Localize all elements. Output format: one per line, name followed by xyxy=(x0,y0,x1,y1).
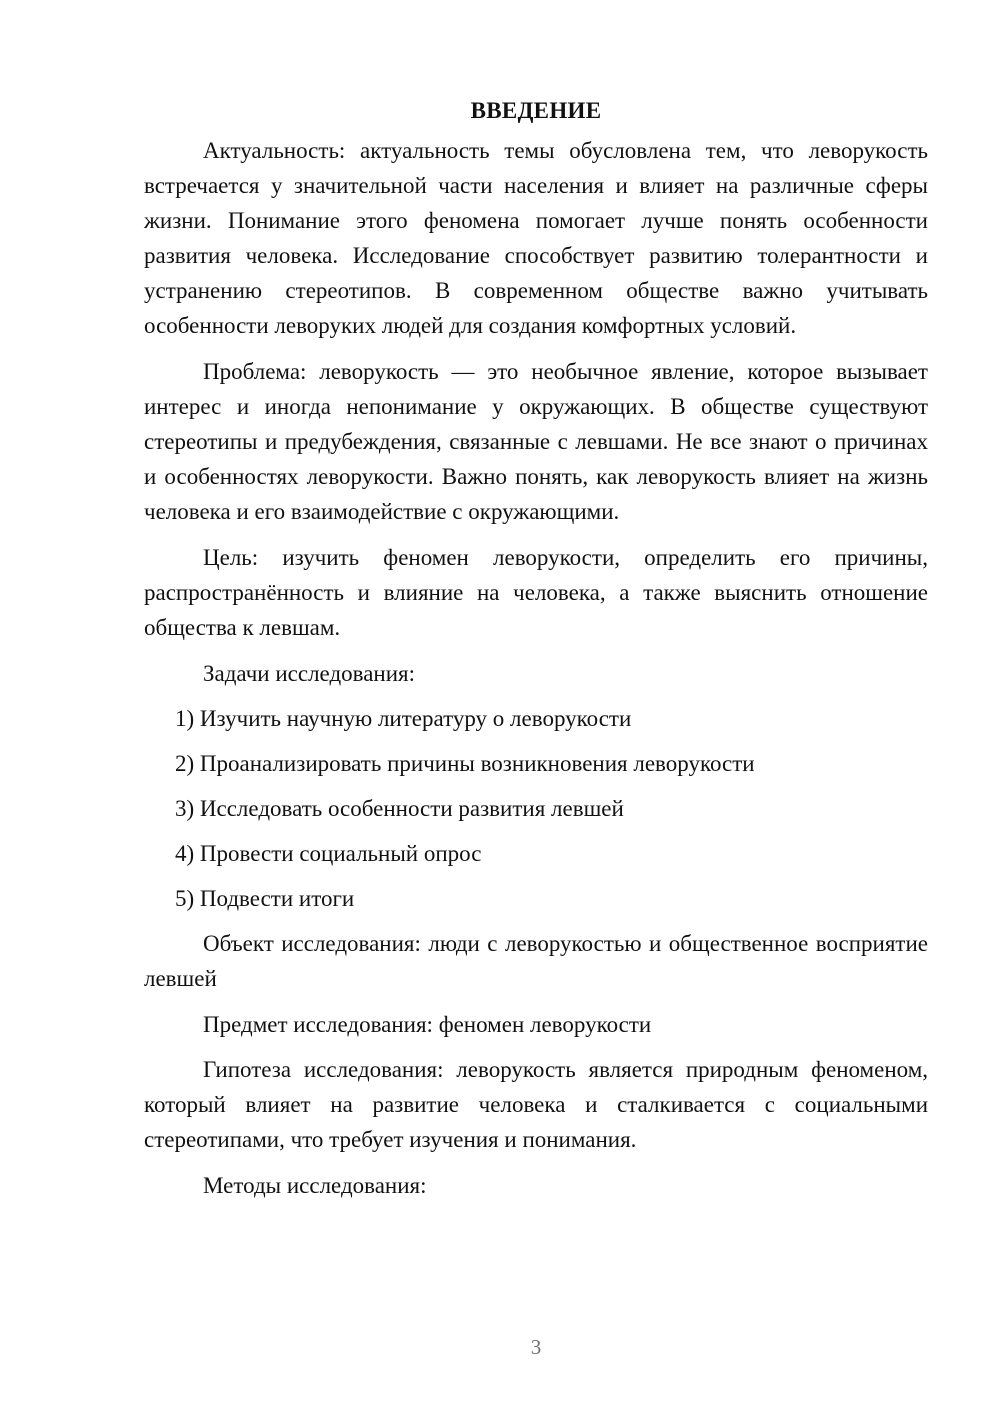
document-content xyxy=(144,93,928,1213)
list-item: 5) Подвести итоги xyxy=(175,886,355,911)
hypothesis-paragraph: Гипотеза исследования: леворукость является природным феноменом, который влияет на развитие человека и сталкивается с социальными стереотипами, что требует изучения и понимания. xyxy=(144,1057,928,1152)
tasks-heading: Задачи исследования: xyxy=(203,661,416,686)
methods-heading: Методы исследования: xyxy=(203,1173,427,1198)
relevance-paragraph: Актуальность: актуальность темы обусловлена тем, что леворукость встречается у значительной части населения и влияет на различные сферы жизни. Понимание этого феномена помогает лучше понять особенности развития человека. Исследование способствует развитию толерантности и устранению стереотипов. В современном обществе важно учитывать особенности леворуких людей для создания комфортных условий. xyxy=(144,138,928,338)
subject-paragraph: Предмет исследования: феномен леворукости xyxy=(203,1012,652,1037)
goal-paragraph: Цель: изучить феномен леворукости, определить его причины, распространённость и влияние на человека, а также выяснить отношение общества к левшам. xyxy=(144,545,928,640)
problem-paragraph: Проблема: леворукость — это необычное явление, которое вызывает интерес и иногда непонимание у окружающих. В обществе существуют стереотипы и предубеждения, связанные с левшами. Не все знают о причинах и особенностях леворукости. Важно понять, как леворукость влияет на жизнь человека и его взаимодействие с окружающими. xyxy=(144,359,928,524)
list-item: 3) Исследовать особенности развития левшей xyxy=(175,796,624,821)
list-item: 2) Проанализировать причины возникновения леворукости xyxy=(175,751,755,776)
list-item: 4) Провести социальный опрос xyxy=(175,841,482,866)
object-paragraph: Объект исследования: люди с леворукостью и общественное восприятие левшей xyxy=(144,931,928,991)
page-title: ВВЕДЕНИЕ xyxy=(470,98,602,123)
page-number: 3 xyxy=(530,1335,542,1359)
task-list xyxy=(144,701,928,916)
list-item: 1) Изучить научную литературу о леворукости xyxy=(175,706,632,731)
